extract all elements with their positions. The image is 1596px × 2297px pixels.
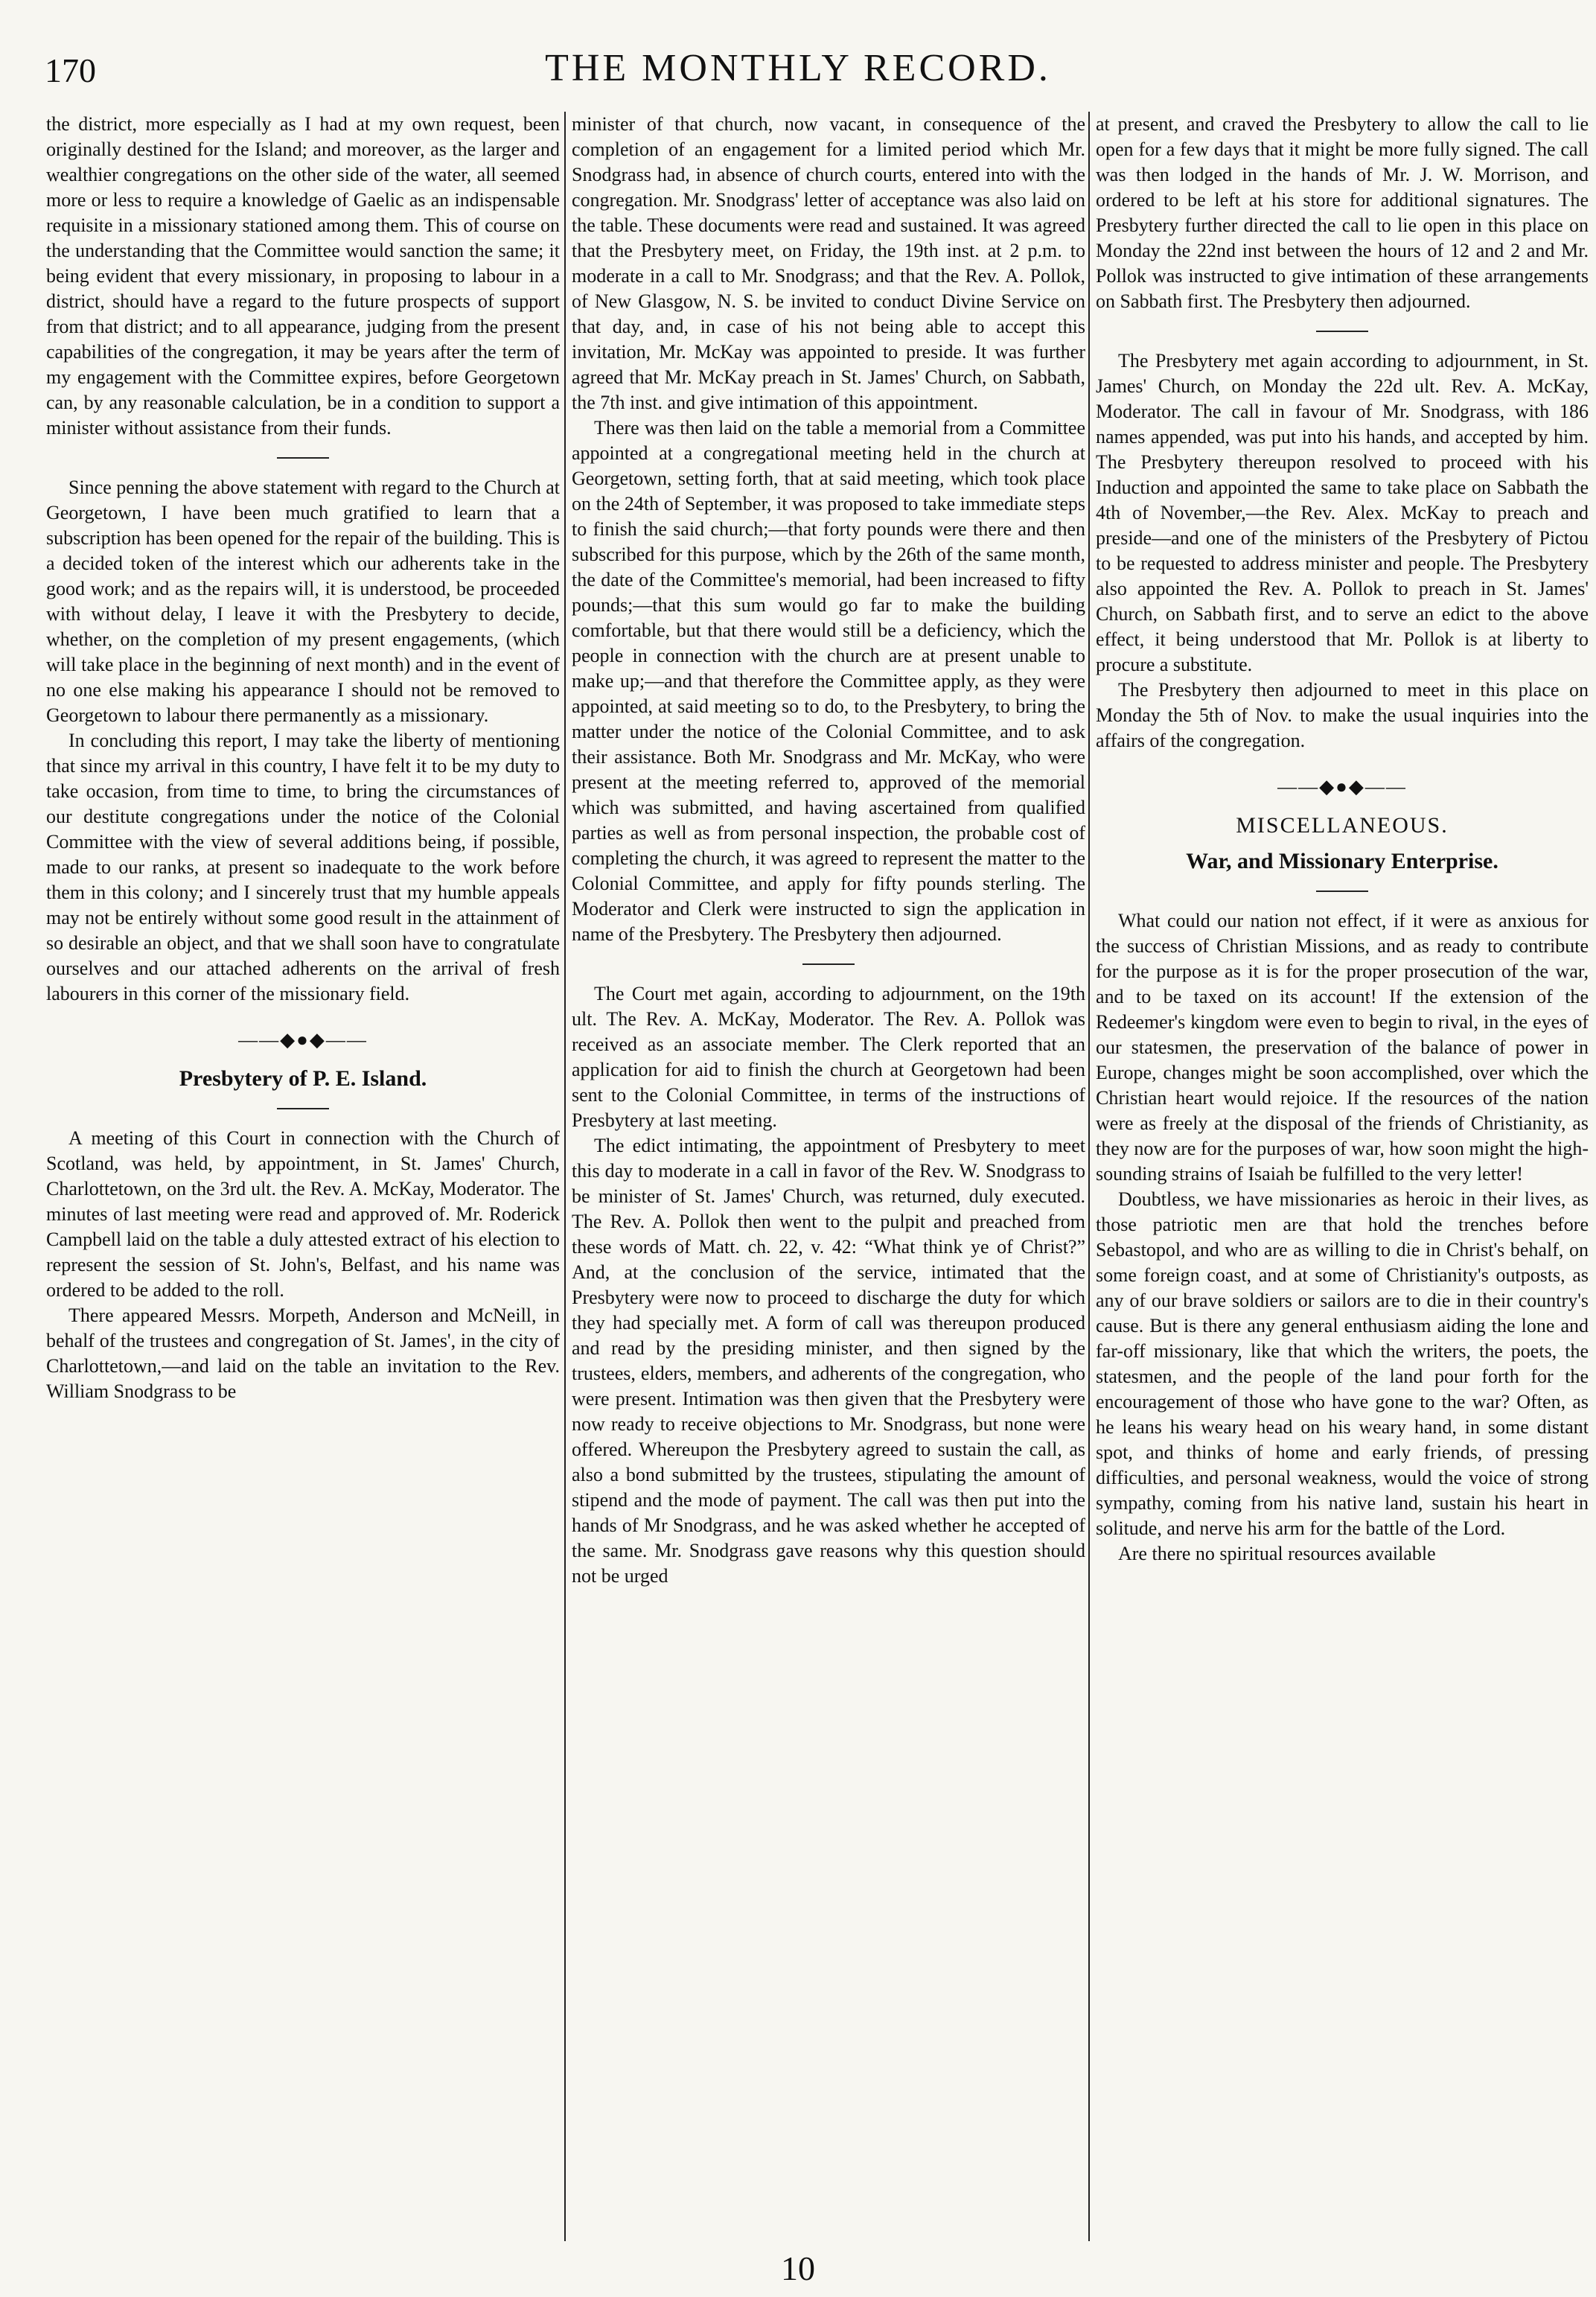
section-divider [277,1108,329,1109]
page-header [0,0,1596,104]
paragraph: In concluding this report, I may take the liberty of mentioning that since my arrival in this country, I have felt it to be my duty to take occasion, from time to time, to bring the circumstances of our destitute congregations under the notice of the Colonial Committee with the view of several additions being, if possible, made to our ranks, at present so inadequate to the work before them in this colony; and I sincerely trust that my humble appeals may not be entirely without some good result in the attainment of so desirable an object, and that we shall soon have to congratulate ourselves and our attached adherents on the arrival of fresh labourers in this corner of the missionary field. [46,730,560,1004]
column-3 [1096,112,1589,2241]
paragraph: The edict intimating, the appointment of Presbytery to meet this day to moderate in a call in favor of the Rev. W. Snodgrass to be minister of St. James' Church, was returned, duly executed. The Rev. A. Pollok then went to the pulpit and preached from these words of Matt. ch. 22, v. 42: “What think ye of Christ?” And, at the conclusion of the service, intimated that the Presbytery were now to proceed to discharge the duty for which they had specially met. A form of call was thereupon produced and read by the presiding minister, and then signed by the trustees, elders, members, and adherents of the congregation, who were present. Intimation was then given that the Presbytery were now ready to receive objections to Mr. Snodgrass, but none were offered. Whereupon the Presbytery agreed to sustain the call, as also a bond submitted by the trustees, stipulating the amount of stipend and the mode of payment. The call was then put into the hands of Mr Snodgrass, and he was asked whether he accepted of the same. Mr. Snodgrass gave reasons why this question should not be urged [572,1135,1085,1587]
paragraph: Doubtless, we have missionaries as heroic in their lives, as those patriotic men are that hold the trenches before Sebastopol, and who are as willing to die in Christ's behalf, on some foreign coast, and at some of Christianity's outposts, as any of our brave soldiers or sailors are to die in their country's cause. But is there any general enthusiasm aiding the lone and far-off missionary, like that which the writers, the poets, the statesmen, and the people of the land pour forth for the encouragement of those who have gone to the war? Often, as he leans his weary head on his weary hand, in some distant spot, and thinks of home and early friends, of pressing difficulties, and personal weakness, would the voice of strong sympathy, coming from his native land, sustain his heart in solitude, and nerve his arm for the battle of the Lord. [1096,1188,1589,1539]
paragraph: The Presbytery then adjourned to meet in this place on Monday the 5th of Nov. to make the usual inquiries into the affairs of the congregation. [1096,679,1589,751]
paragraph: the district, more especially as I had at my own request, been originally destined for the Island; and moreover, as the larger and wealthier congregations on the other side of the water, all seemed more or less to require a knowledge of Gaelic as an indispensable requisite in a missionary stationed among them. This of course on the understanding that the Committee would sanction the same; it being evident that every missionary, in proposing to labour in a district, should have a regard to the future prospects of support from that district; and to all appearance, judging from the present capabilities of the congregation, it may be years after the term of my engagement with the Committee expires, before Georgetown can, by any reasonable calculation, be in a condition to support a minister without assistance from their funds. [46,113,560,439]
section-divider [802,963,855,965]
section-divider [1316,331,1368,332]
paragraph: Are there no spiritual resources available [1118,1543,1436,1564]
paragraph: The Court met again, according to adjournment, on the 19th ult. The Rev. A. McKay, Moderator. The Rev. A. Pollok was received as an associate member. The Clerk reported that an application for aid to finish the church at Georgetown had been sent to the Colonial Committee, in terms of the instructions of Presbytery at last meeting. [572,983,1085,1131]
paragraph: The Presbytery met again according to adjournment, in St. James' Church, on Monday the 22d ult. Rev. A. McKay, Moderator. The call in favour of Mr. Snodgrass, with 186 names appended, was put into his hands, and accepted by him. The Presbytery thereupon resolved to proceed with his Induction and appointed the same to take place on Sabbath the 4th of November,—the Rev. Alex. McKay to preach and preside—and one of the ministers of the Presbytery of Pictou to be requested to address minister and people. The Presbytery also appointed the Rev. A. Pollok to preach in St. James' Church, on Sabbath first, and to serve an edict to the above effect, it being understood that Mr. Pollok is at liberty to procure a substitute. [1096,350,1589,675]
paragraph: minister of that church, now vacant, in consequence of the completion of an engagement for a limited period which Mr. Snodgrass had, in absence of church courts, entered into with the congregation. Mr. Snodgrass' letter of acceptance was also laid on the table. These documents were read and sustained. It was agreed that the Presbytery meet, on Friday, the 19th inst. at 2 p.m. to moderate in a call to Mr. Snodgrass; and that the Rev. A. Pollok, of New Glasgow, N. S. be invited to conduct Divine Service on that day, and, in case of his not being able to accept this invitation, Mr. McKay was appointed to preside. It was further agreed that Mr. McKay preach in St. James' Church, on Sabbath, the 7th inst. and give intimation of this appointment. [572,113,1085,413]
ornament-divider: ——◆●◆—— [238,1029,368,1051]
paragraph: at present, and craved the Presbytery to allow the call to lie open for a few days that it might be more fully signed. The call was then lodged in the hands of Mr. J. W. Morrison, and ordered to be left at his store for additional signatures. The Presbytery further directed the call to lie open in this place on Monday the 22nd inst between the hours of 12 and 2 and Mr. Pollok was instructed to give intimation of these arrangements on Sabbath first. The Presbytery then adjourned. [1096,113,1589,312]
ornament-divider: ——◆●◆—— [1277,776,1407,797]
paragraph: A meeting of this Court in connection with the Church of Scotland, was held, by appointment, in St. James' Church, Charlottetown, on the 3rd ult. the Rev. A. McKay, Moderator. The minutes of last meeting were read and approved of. Mr. Roderick Campbell laid on the table a duly attested extract of his election to represent the session of St. John's, Belfast, and his name was ordered to be added to the roll. [46,1127,560,1301]
section-divider [277,457,329,459]
column-2 [572,112,1085,2241]
running-title: THE MONTHLY RECORD. [545,47,1051,89]
article-heading: War, and Missionary Enterprise. [1186,849,1498,873]
paragraph: Since penning the above statement with regard to the Church at Georgetown, I have been much gratified to learn that a subscription has been opened for the repair of the building. This is a decided token of the interest which our adherents take in the good work; and as the repairs will, it is understood, be proceeded with without delay, I leave it with the Presbytery to decide, whether, on the completion of my present engagements, (which will take place in the beginning of next month) and in the event of no one else making his appearance I should not be removed to Georgetown to labour there permanently as a missionary. [46,477,560,726]
paragraph: There was then laid on the table a memorial from a Committee appointed at a congregational meeting held in the church at Georgetown, setting forth, that at said meeting, which took place on the 24th of September, it was proposed to take immediate steps to finish the said church;—that forty pounds were there and then subscribed for this purpose, which by the 26th of the same month, the date of the Committee's memorial, had been increased to fifty pounds;—that this sum would go far to make the building comfortable, but that there would still be a deficiency, which the people in connection with the church are at present unable to make up;—and that therefore the Committee apply, as they were appointed, at said meeting so to do, to the Presbytery, to bring the matter under the notice of the Colonial Committee, and to ask their assistance. Both Mr. Snodgrass and Mr. McKay, who were present at the meeting referred to, approved of the memorial which was submitted, and having ascertained from qualified parties as well as from personal inspection, the probable cost of completing the church, it was agreed to represent the matter to the Colonial Committee, and apply for fifty pounds sterling. The Moderator and Clerk were instructed to sign the application in name of the Presbytery. The Presbytery then adjourned. [572,417,1085,945]
column-1 [46,112,560,2241]
section-divider [1316,891,1368,892]
article-heading: Presbytery of P. E. Island. [179,1066,427,1091]
section-title: MISCELLANEOUS. [1236,813,1449,838]
signature-mark: 10 [781,2249,815,2287]
paragraph: There appeared Messrs. Morpeth, Anderson and McNeill, in behalf of the trustees and congregation of St. James', in the city of Charlottetown,—and laid on the table an invitation to the Rev. William Snodgrass to be [46,1304,560,1402]
column-rule-left [564,112,566,2241]
paragraph: What could our nation not effect, if it were as anxious for the success of Christian Missions, and as ready to contribute for the purpose as it is for the proper prosecution of the war, and to be taxed on its account! If the extension of the Redeemer's kingdom were even to begin to rival, in the eyes of our statesmen, the preservation of the balance of power in Europe, changes might be soon accomplished, over which the Christian heart would rejoice. If the resources of the nation were as freely at the disposal of the friends of Christianity, as they now are for the purposes of war, how soon might the high-sounding strains of Isaiah be fulfilled to the very letter! [1096,910,1589,1185]
column-rule-right [1088,112,1090,2241]
page-number: 170 [45,51,96,89]
